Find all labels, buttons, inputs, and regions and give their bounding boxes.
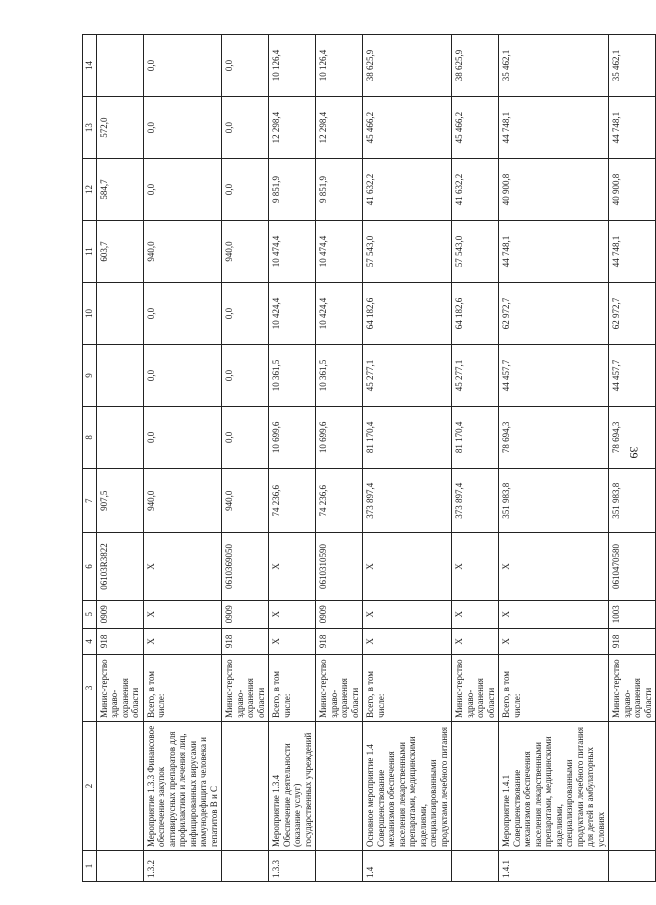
code-target: 0610470580 — [609, 533, 656, 600]
value-year-5: 41 632,2 — [363, 159, 452, 221]
value-year-3: 10 424,4 — [316, 283, 363, 345]
header-cell: 1 — [83, 851, 97, 882]
value-year-1: 0,0 — [143, 406, 222, 468]
value-year-4: 57 543,0 — [363, 221, 452, 283]
header-cell: 7 — [83, 468, 97, 533]
total-value: 351 983,8 — [499, 468, 609, 533]
value-year-3: 64 182,6 — [363, 283, 452, 345]
code-ministry: Х — [143, 628, 222, 654]
measure-name — [452, 721, 499, 850]
code-ministry: 918 — [222, 628, 269, 654]
measure-name: Мероприятие 1.4.1 Совершенствование механизмов обеспечения населения лекарственными препаратами, медицинскими изделиями, специализированными продуктами лечебного питания для детей в амбулаторных условиях — [499, 721, 609, 850]
code-ministry: Х — [363, 628, 452, 654]
code-target: 06103R3822 — [96, 533, 143, 600]
value-year-2 — [96, 344, 143, 406]
header-cell: 14 — [83, 35, 97, 97]
header-cell: 2 — [83, 721, 97, 850]
row-number: 1.4 — [363, 851, 452, 882]
code-target: Х — [499, 533, 609, 600]
code-section: 0909 — [316, 600, 363, 628]
code-target: Х — [143, 533, 222, 600]
value-year-6: 0,0 — [222, 97, 269, 159]
row-number — [609, 851, 656, 882]
executor: Минис-терство здраво-охранения области — [452, 654, 499, 721]
header-cell: 13 — [83, 97, 97, 159]
executor: Всего, в том числе: — [143, 654, 222, 721]
value-year-7: 35 462,1 — [499, 35, 609, 97]
code-section: 0909 — [96, 600, 143, 628]
code-ministry: Х — [499, 628, 609, 654]
value-year-3: 62 972,7 — [609, 283, 656, 345]
value-year-5: 40 900,8 — [499, 159, 609, 221]
total-value: 940,0 — [222, 468, 269, 533]
header-cell: 12 — [83, 159, 97, 221]
executor: Минис-терство здраво-охранения области — [316, 654, 363, 721]
table-row — [609, 35, 656, 882]
value-year-7: 35 462,1 — [609, 35, 656, 97]
value-year-7: 38 625,9 — [452, 35, 499, 97]
value-year-6: 45 466,2 — [363, 97, 452, 159]
measure-name — [96, 721, 143, 850]
value-year-4: 44 748,1 — [499, 221, 609, 283]
value-year-5: 584,7 — [96, 159, 143, 221]
header-row — [83, 35, 97, 882]
row-number: 1.3.2 — [143, 851, 222, 882]
row-number — [452, 851, 499, 882]
value-year-1: 78 694,3 — [609, 406, 656, 468]
code-target: Х — [269, 533, 316, 600]
table-row — [96, 35, 143, 882]
value-year-7 — [96, 35, 143, 97]
value-year-1 — [96, 406, 143, 468]
value-year-2: 10 361,5 — [269, 344, 316, 406]
value-year-2: 10 361,5 — [316, 344, 363, 406]
value-year-2: 0,0 — [222, 344, 269, 406]
value-year-4: 10 474,4 — [269, 221, 316, 283]
value-year-6: 572,0 — [96, 97, 143, 159]
total-value: 74 236,6 — [269, 468, 316, 533]
measure-name: Основное мероприятие 1.4 Совершенствование механизмов обеспечения населения лекарственными препаратами, медицинскими изделиями, специализированными продуктами лечебного питания — [363, 721, 452, 850]
measure-name: Мероприятие 1.3.3 Финансовое обеспечение закупок антивирусных препаратов для профилактики и лечения лиц, инфицированных вирусами иммунодефицита человека и гепатитов В и С — [143, 721, 222, 850]
value-year-6: 12 298,4 — [316, 97, 363, 159]
value-year-1: 0,0 — [222, 406, 269, 468]
value-year-6: 12 298,4 — [269, 97, 316, 159]
value-year-5: 0,0 — [222, 159, 269, 221]
header-cell: 10 — [83, 283, 97, 345]
value-year-1: 81 170,4 — [363, 406, 452, 468]
table-row — [222, 35, 269, 882]
value-year-4: 603,7 — [96, 221, 143, 283]
code-target: Х — [452, 533, 499, 600]
value-year-2: 0,0 — [143, 344, 222, 406]
value-year-4: 940,0 — [222, 221, 269, 283]
value-year-4: 10 474,4 — [316, 221, 363, 283]
header-cell: 5 — [83, 600, 97, 628]
value-year-4: 940,0 — [143, 221, 222, 283]
value-year-1: 10 699,6 — [316, 406, 363, 468]
value-year-7: 0,0 — [222, 35, 269, 97]
value-year-7: 10 126,4 — [269, 35, 316, 97]
value-year-4: 44 748,1 — [609, 221, 656, 283]
header-cell: 8 — [83, 406, 97, 468]
budget-table — [82, 34, 656, 882]
value-year-3: 0,0 — [143, 283, 222, 345]
value-year-5: 0,0 — [143, 159, 222, 221]
code-ministry: 918 — [316, 628, 363, 654]
total-value: 907,5 — [96, 468, 143, 533]
value-year-6: 45 466,2 — [452, 97, 499, 159]
code-ministry: Х — [452, 628, 499, 654]
value-year-6: 44 748,1 — [609, 97, 656, 159]
row-number: 1.4.1 — [499, 851, 609, 882]
code-section: Х — [269, 600, 316, 628]
row-number — [222, 851, 269, 882]
table-row — [499, 35, 609, 882]
total-value: 74 236,6 — [316, 468, 363, 533]
header-cell: 9 — [83, 344, 97, 406]
code-ministry: Х — [269, 628, 316, 654]
total-value: 940,0 — [143, 468, 222, 533]
total-value: 373 897,4 — [363, 468, 452, 533]
code-target: 0610369050 — [222, 533, 269, 600]
value-year-3: 10 424,4 — [269, 283, 316, 345]
total-value: 373 897,4 — [452, 468, 499, 533]
table-row — [363, 35, 452, 882]
code-section: Х — [143, 600, 222, 628]
code-target: Х — [363, 533, 452, 600]
code-section: Х — [363, 600, 452, 628]
value-year-6: 0,0 — [143, 97, 222, 159]
value-year-2: 44 457,7 — [499, 344, 609, 406]
value-year-2: 45 277,1 — [452, 344, 499, 406]
executor: Всего, в том числе: — [269, 654, 316, 721]
value-year-1: 78 694,3 — [499, 406, 609, 468]
table-row — [316, 35, 363, 882]
executor: Минис-терство здраво-охранения области — [222, 654, 269, 721]
header-cell: 11 — [83, 221, 97, 283]
value-year-3: 62 972,7 — [499, 283, 609, 345]
code-target: 0610310590 — [316, 533, 363, 600]
value-year-3 — [96, 283, 143, 345]
code-section: 1003 — [609, 600, 656, 628]
code-section: Х — [452, 600, 499, 628]
row-number — [316, 851, 363, 882]
value-year-6: 44 748,1 — [499, 97, 609, 159]
table-row — [143, 35, 222, 882]
measure-name: Мероприятие 1.3.4 Обеспечение деятельности (оказание услуг) государственных учреждений — [269, 721, 316, 850]
executor: Минис-терство здраво-охранения области — [609, 654, 656, 721]
measure-name — [609, 721, 656, 850]
code-section: 0909 — [222, 600, 269, 628]
value-year-7: 10 126,4 — [316, 35, 363, 97]
value-year-5: 9 851,9 — [316, 159, 363, 221]
header-cell: 6 — [83, 533, 97, 600]
measure-name — [222, 721, 269, 850]
header-cell: 3 — [83, 654, 97, 721]
page-number: 39 — [627, 446, 641, 459]
value-year-1: 10 699,6 — [269, 406, 316, 468]
value-year-2: 44 457,7 — [609, 344, 656, 406]
value-year-3: 0,0 — [222, 283, 269, 345]
value-year-1: 81 170,4 — [452, 406, 499, 468]
executor: Минис-терство здраво-охранения области — [96, 654, 143, 721]
measure-name — [316, 721, 363, 850]
value-year-5: 40 900,8 — [609, 159, 656, 221]
value-year-7: 0,0 — [143, 35, 222, 97]
value-year-5: 41 632,2 — [452, 159, 499, 221]
value-year-3: 64 182,6 — [452, 283, 499, 345]
header-cell: 4 — [83, 628, 97, 654]
row-number: 1.3.3 — [269, 851, 316, 882]
value-year-5: 9 851,9 — [269, 159, 316, 221]
value-year-4: 57 543,0 — [452, 221, 499, 283]
executor: Всего, в том числе: — [499, 654, 609, 721]
value-year-2: 45 277,1 — [363, 344, 452, 406]
executor: Всего, в том числе: — [363, 654, 452, 721]
table-row — [269, 35, 316, 882]
code-section: Х — [499, 600, 609, 628]
total-value: 351 983,8 — [609, 468, 656, 533]
value-year-7: 38 625,9 — [363, 35, 452, 97]
row-number — [96, 851, 143, 882]
code-ministry: 918 — [609, 628, 656, 654]
table-row — [452, 35, 499, 882]
code-ministry: 918 — [96, 628, 143, 654]
